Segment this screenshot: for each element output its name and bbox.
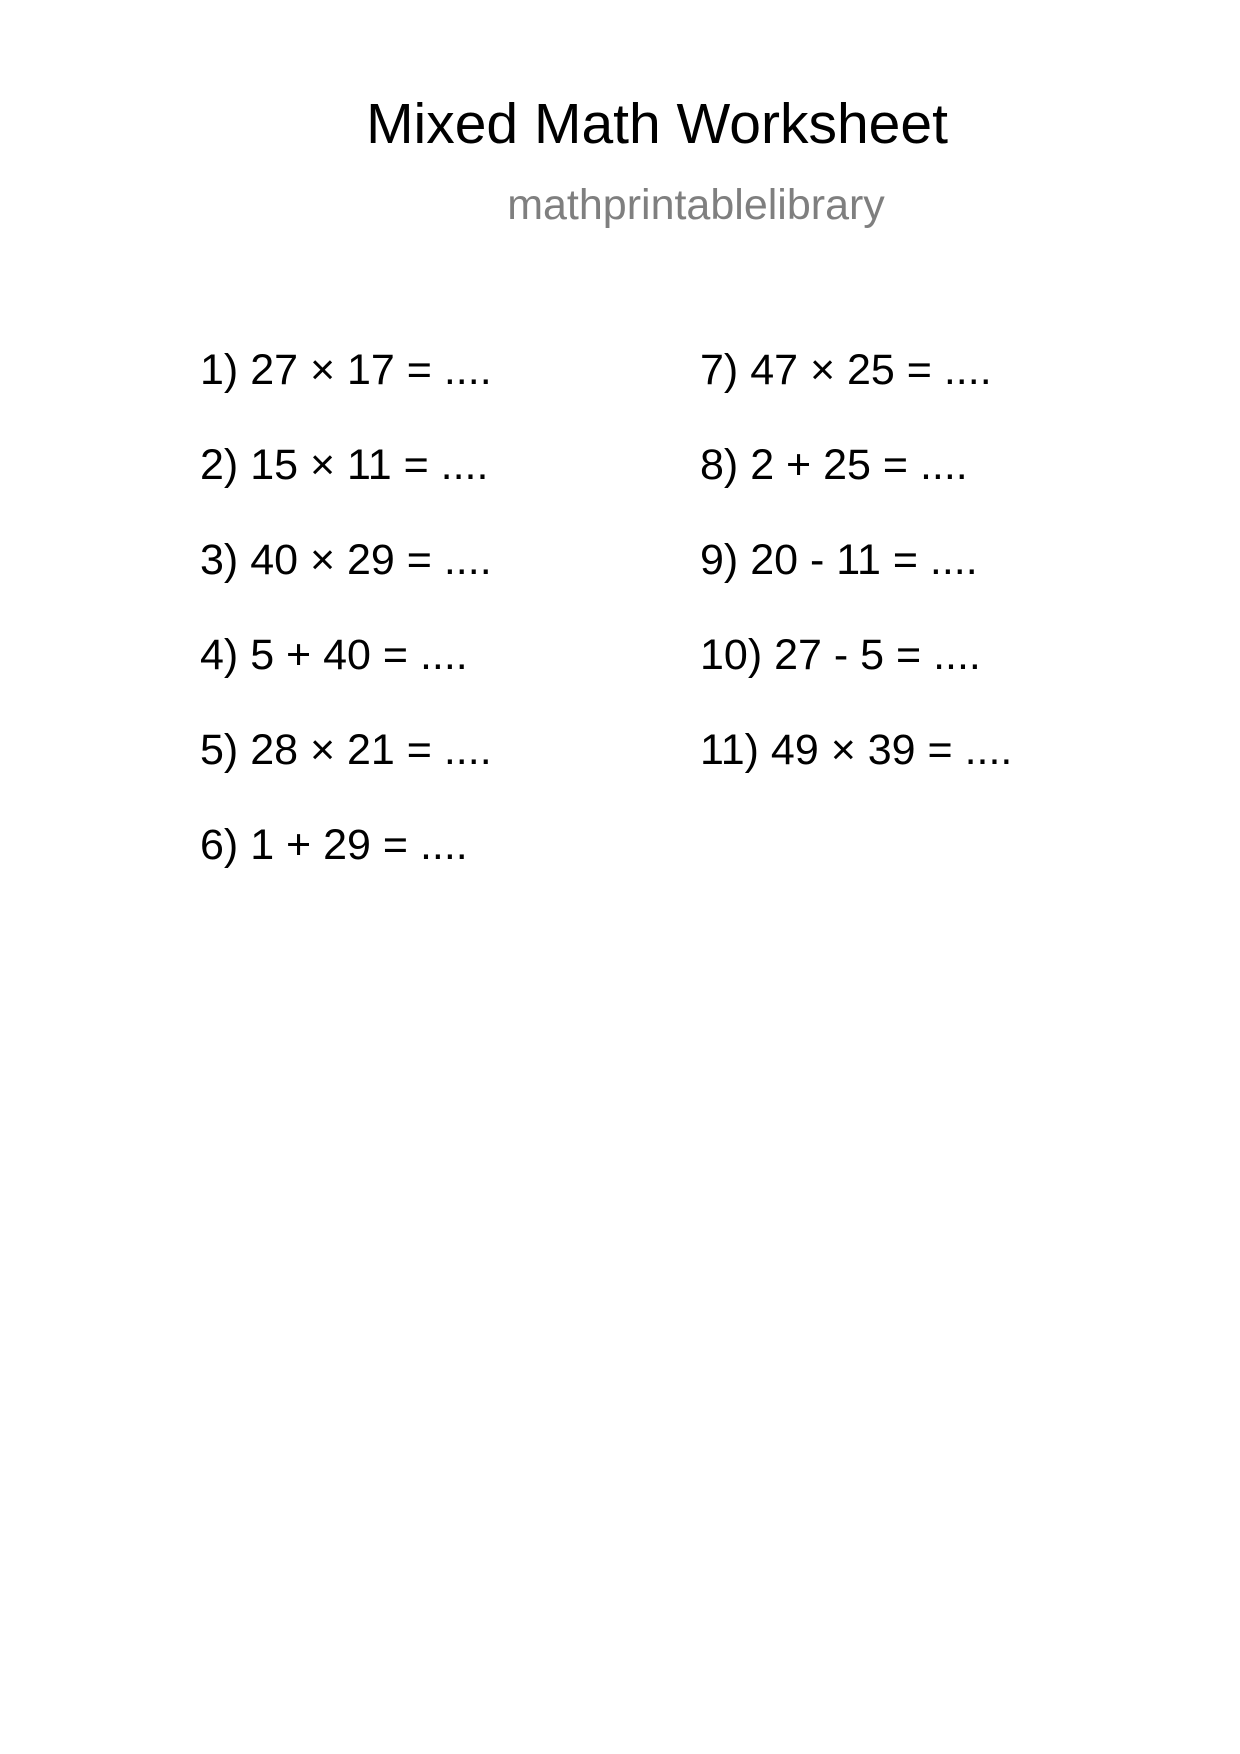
- problem-10: [700, 631, 1180, 729]
- problem-8: [700, 441, 1180, 539]
- problem-expression: 5 + 40 = ....: [250, 631, 468, 679]
- problem-expression: 2 + 25 = ....: [750, 441, 968, 489]
- problem-number: 2): [200, 441, 239, 489]
- problem-expression: 20 - 11 = ....: [750, 536, 978, 584]
- problem-6: [200, 821, 680, 919]
- problem-number: 9): [700, 536, 739, 584]
- problem-number: 5): [200, 726, 239, 774]
- problem-expression: 15 × 11 = ....: [250, 441, 489, 489]
- problem-number: 7): [700, 346, 739, 394]
- problem-expression: 28 × 21 = ....: [250, 726, 492, 774]
- problems-left-column: [200, 346, 680, 919]
- problem-number: 10): [700, 631, 763, 679]
- problem-2: [200, 441, 680, 539]
- problem-7: [700, 346, 1180, 444]
- problem-expression: 49 × 39 = ....: [770, 726, 1013, 774]
- problem-number: 6): [200, 821, 239, 869]
- problem-expression: 47 × 25 = ....: [750, 346, 992, 394]
- problem-number: 8): [700, 441, 739, 489]
- problem-expression: 27 - 5 = ....: [774, 631, 981, 679]
- problem-number: 4): [200, 631, 239, 679]
- problem-number: 1): [200, 346, 239, 394]
- problem-11: [700, 726, 1180, 824]
- problem-4: [200, 631, 680, 729]
- problem-expression: 1 + 29 = ....: [250, 821, 468, 869]
- problem-expression: 27 × 17 = ....: [250, 346, 492, 394]
- problem-3: [200, 536, 680, 634]
- problem-9: [700, 536, 1180, 634]
- problem-number: 3): [200, 536, 239, 584]
- worksheet-title: Mixed Math Worksheet: [366, 92, 948, 156]
- problems-right-column: [700, 346, 1180, 824]
- problem-5: [200, 726, 680, 824]
- problem-1: [200, 346, 680, 444]
- problem-number: 11): [700, 726, 759, 774]
- worksheet-subtitle: mathprintablelibrary: [507, 181, 885, 229]
- problem-expression: 40 × 29 = ....: [250, 536, 492, 584]
